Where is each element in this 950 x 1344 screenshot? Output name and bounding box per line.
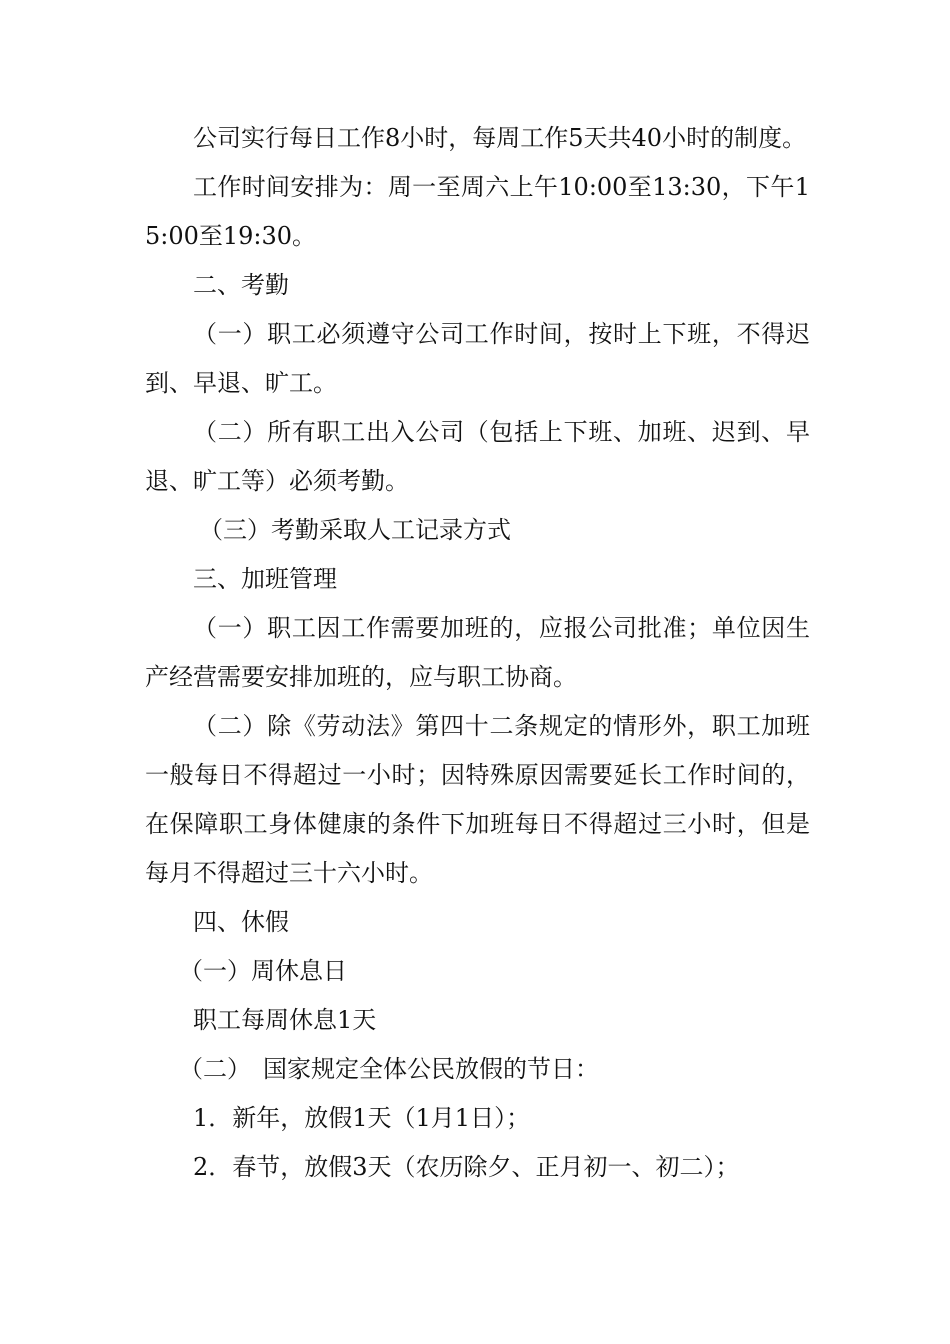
paragraph-attendance-1: （一）职工必须遵守公司工作时间，按时上下班，不得迟到、早退、旷工。 [145,320,810,397]
paragraph-work-schedule: 工作时间安排为：周一至周六上午10:00至13:30，下午15:00至19:30。 [145,173,810,250]
list-item-spring-festival: 2．春节，放假3天（农历除夕、正月初一、初二）； [193,1153,740,1181]
paragraph-overtime-2: （二）除《劳动法》第四十二条规定的情形外，职工加班一般每日不得超过一小时；因特殊原因需要延长工作时间的，在保障职工身体健康的条件下加班每日不得超过三小时，但是每月不得超过三十六小时。 [145,712,810,887]
section-heading-leave: 四、休假 [193,908,289,936]
paragraph-work-hours: 公司实行每日工作8小时，每周工作5天共40小时的制度。 [193,124,807,152]
section-heading-attendance: 二、考勤 [193,271,289,299]
list-item-new-year: 1．新年，放假1天（1月1日）； [193,1104,531,1132]
section-heading-overtime: 三、加班管理 [193,565,337,593]
paragraph-attendance-3: （三）考勤采取人工记录方式 [199,516,511,544]
subheading-public-holidays: （二） 国家规定全体公民放假的节日： [179,1055,599,1083]
subheading-weekly-rest: （一）周休息日 [179,957,347,985]
document-body [145,114,810,1192]
paragraph-overtime-1: （一）职工因工作需要加班的，应报公司批准；单位因生产经营需要安排加班的，应与职工协商。 [145,614,810,691]
paragraph-attendance-2: （二）所有职工出入公司（包括上下班、加班、迟到、早退、旷工等）必须考勤。 [145,418,810,495]
paragraph-weekly-rest: 职工每周休息1天 [193,1006,377,1034]
